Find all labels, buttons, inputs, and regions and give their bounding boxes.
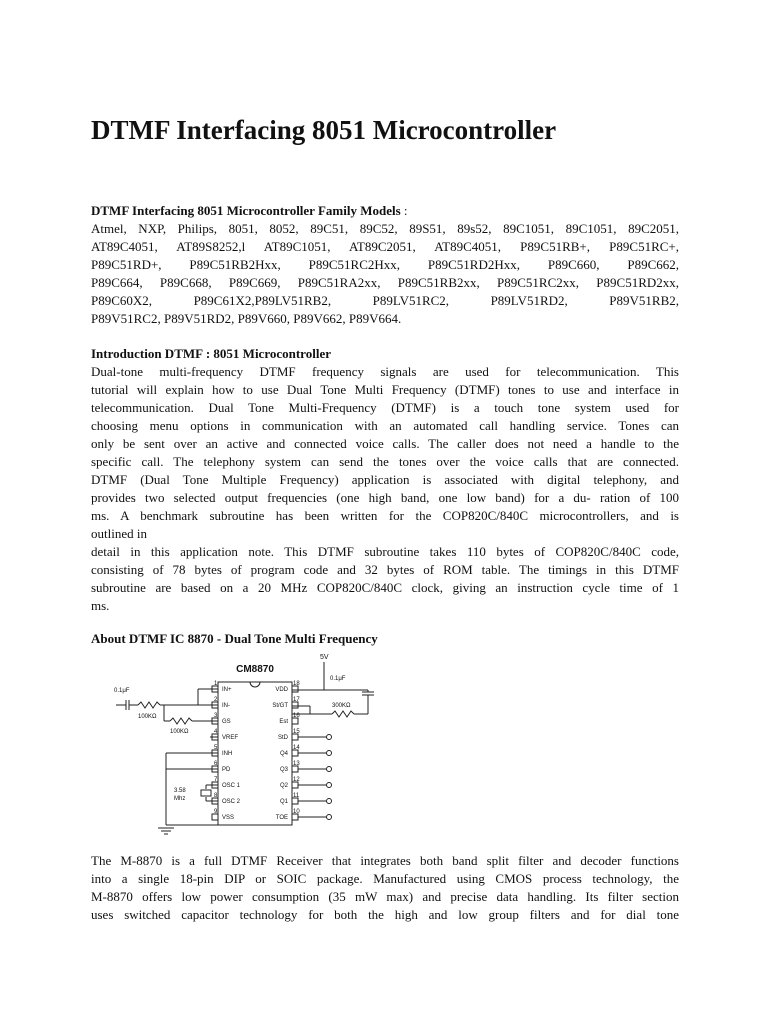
about-heading-line: [91, 630, 679, 648]
intro-line: subroutine are based on a 20 MHz COP820C/840C clock, giving an instruction cycle time of 1: [91, 580, 679, 595]
pin-label: Q3: [279, 767, 288, 773]
cm8870-circuit-diagram: [110, 650, 380, 835]
intro-line: consisting of 78 bytes of program code and 32 bytes of ROM table. The timings in this DTMF: [91, 562, 679, 577]
intro-line: specific call. The telephony system can send the tones over the voice calls that are connected.: [91, 454, 679, 469]
output-terminal: [327, 751, 332, 756]
intro-line: ms. A benchmark subroutine has been written for the COP820C/840C microcontrollers, and is: [91, 508, 679, 523]
pin-number: 15: [293, 729, 300, 735]
output-terminals: [298, 735, 332, 820]
about-section: [91, 630, 679, 648]
family-heading-colon: :: [400, 203, 408, 218]
chip-name: CM8870: [236, 664, 274, 675]
intro-line: detail in this application note. This DTMF subroutine takes 110 bytes of COP820C/840C code,: [91, 544, 679, 559]
family-models-section: [91, 202, 679, 328]
left-pin-group: [212, 681, 241, 821]
family-line: P89C51RD+, P89C51RB2Hxx, P89C51RC2Hxx, P89C51RD2Hxx, P89C660, P89C662,: [91, 257, 679, 272]
pin-label: Q4: [279, 751, 288, 757]
family-heading: DTMF Interfacing 8051 Microcontroller Family Models: [91, 203, 401, 218]
intro-line: outlined in: [91, 526, 147, 541]
pin-label: IN+: [222, 687, 232, 693]
crystal: [201, 790, 211, 796]
intro-section: [91, 345, 679, 615]
intro-line: Dual-tone multi-frequency DTMF frequency signals are used for telecommunication. This: [91, 364, 679, 379]
chip-notch: [250, 682, 260, 687]
res-feedback-label: 100KΩ: [170, 729, 189, 735]
m8870-line: M-8870 offers low power consumption (35 mW max) and precise data handling. Its filter section: [91, 889, 679, 904]
pin-number: 3: [214, 713, 218, 719]
pin-number: 8: [214, 793, 218, 799]
family-line: P89C60X2, P89C61X2,P89LV51RB2, P89LV51RC2, P89LV51RD2, P89V51RB2,: [91, 293, 679, 308]
res-input-label: 100KΩ: [138, 714, 157, 720]
pin-label: OSC 1: [222, 783, 241, 789]
pin-number: 13: [293, 761, 300, 767]
pin-number: 5: [214, 745, 218, 751]
pin-number: 10: [293, 809, 300, 815]
m8870-line: The M-8870 is a full DTMF Receiver that integrates both band split filter and decoder functions: [91, 853, 679, 868]
family-line: P89C664, P89C668, P89C669, P89C51RA2xx, P89C51RB2xx, P89C51RC2xx, P89C51RD2xx,: [91, 275, 679, 290]
output-terminal: [327, 783, 332, 788]
pin-label: Q2: [279, 783, 288, 789]
pin-number: 14: [293, 745, 300, 751]
res-input: [138, 702, 160, 708]
pin-label: Est: [279, 719, 288, 725]
intro-line: telecommunication. Dual Tone Multi-Frequency (DTMF) is a touch tone system used for: [91, 400, 679, 415]
pin-label: StD: [277, 735, 288, 741]
intro-line: ms.: [91, 598, 110, 613]
about-heading: About DTMF IC 8870 - Dual Tone Multi Frequency: [91, 631, 378, 646]
pin-number: 16: [293, 713, 300, 719]
cap-left-label: 0.1μF: [114, 688, 130, 694]
pin-number: 17: [293, 697, 300, 703]
intro-line: DTMF (Dual Tone Multiple Frequency) application is associated with digital telephony, and: [91, 472, 679, 487]
pin-label: OSC 2: [222, 799, 241, 805]
pin-number: 4: [214, 729, 218, 735]
page-title: DTMF Interfacing 8051 Microcontroller: [91, 115, 557, 145]
pin-number: 6: [214, 761, 218, 767]
intro-heading-line: [91, 345, 679, 363]
pin-label: Q1: [279, 799, 288, 805]
output-terminal: [327, 767, 332, 772]
cap-right-label: 0.1μF: [330, 676, 346, 682]
right-pin-group: [272, 681, 300, 821]
family-line: P89V51RC2, P89V51RD2, P89V660, P89V662, P89V664.: [91, 311, 402, 326]
intro-heading: Introduction DTMF : 8051 Microcontroller: [91, 346, 331, 361]
m8870-line: uses switched capacitor technology for both the high and low group filters and for dial tone: [91, 907, 679, 922]
m8870-section: [91, 852, 679, 924]
pin-label: IN-: [222, 703, 230, 709]
pin-label: VDD: [275, 687, 288, 693]
pin-number: 9: [214, 809, 218, 815]
intro-line: provides two selected output frequencies (one high band, one low band) for a du- ration of 100: [91, 490, 679, 505]
intro-line: choosing menu options in communication with an automated call handling service. Tones can: [91, 418, 679, 433]
family-line: Atmel, NXP, Philips, 8051, 8052, 89C51, 89C52, 89S51, 89s52, 89C1051, 89C1051, 89C2051,: [91, 221, 679, 236]
pin-number: 1: [214, 681, 218, 687]
pin-number: 12: [293, 777, 300, 783]
family-line: AT89C4051, AT89S8252,l AT89C1051, AT89C2051, AT89C4051, P89C51RB+, P89C51RC+,: [91, 239, 679, 254]
pin-number: 18: [293, 681, 300, 687]
intro-line: tutorial will explain how to use Dual Tone Multi Frequency (DTMF) tones to use and interface in: [91, 382, 679, 397]
output-terminal: [327, 735, 332, 740]
output-terminal: [327, 799, 332, 804]
pin-label: INH: [222, 751, 233, 757]
pin-number: 7: [214, 777, 218, 783]
res-feedback: [170, 718, 192, 724]
crystal-label-line1: 3.58: [174, 788, 186, 794]
pin-label: TOE: [275, 815, 288, 821]
crystal-label-line2: Mhz: [174, 796, 186, 802]
supply-label: 5V: [320, 654, 329, 661]
family-heading-line: [91, 202, 679, 220]
pin-label: St/GT: [272, 703, 288, 709]
pin-label: PD: [222, 767, 231, 773]
pin-number: 2: [214, 697, 218, 703]
pin-label: VSS: [222, 815, 235, 821]
res-est: [332, 711, 354, 717]
pin-label: VREF: [222, 735, 239, 741]
m8870-line: into a single 18-pin DIP or SOIC package. Manufactured using CMOS process technology, the: [91, 871, 679, 886]
res-est-label: 300KΩ: [332, 703, 351, 709]
intro-line: only be sent over an active and connected voice calls. The caller does not need a handle to the: [91, 436, 679, 451]
pin-number: 11: [293, 793, 300, 799]
output-terminal: [327, 815, 332, 820]
pin-label: GS: [222, 719, 231, 725]
